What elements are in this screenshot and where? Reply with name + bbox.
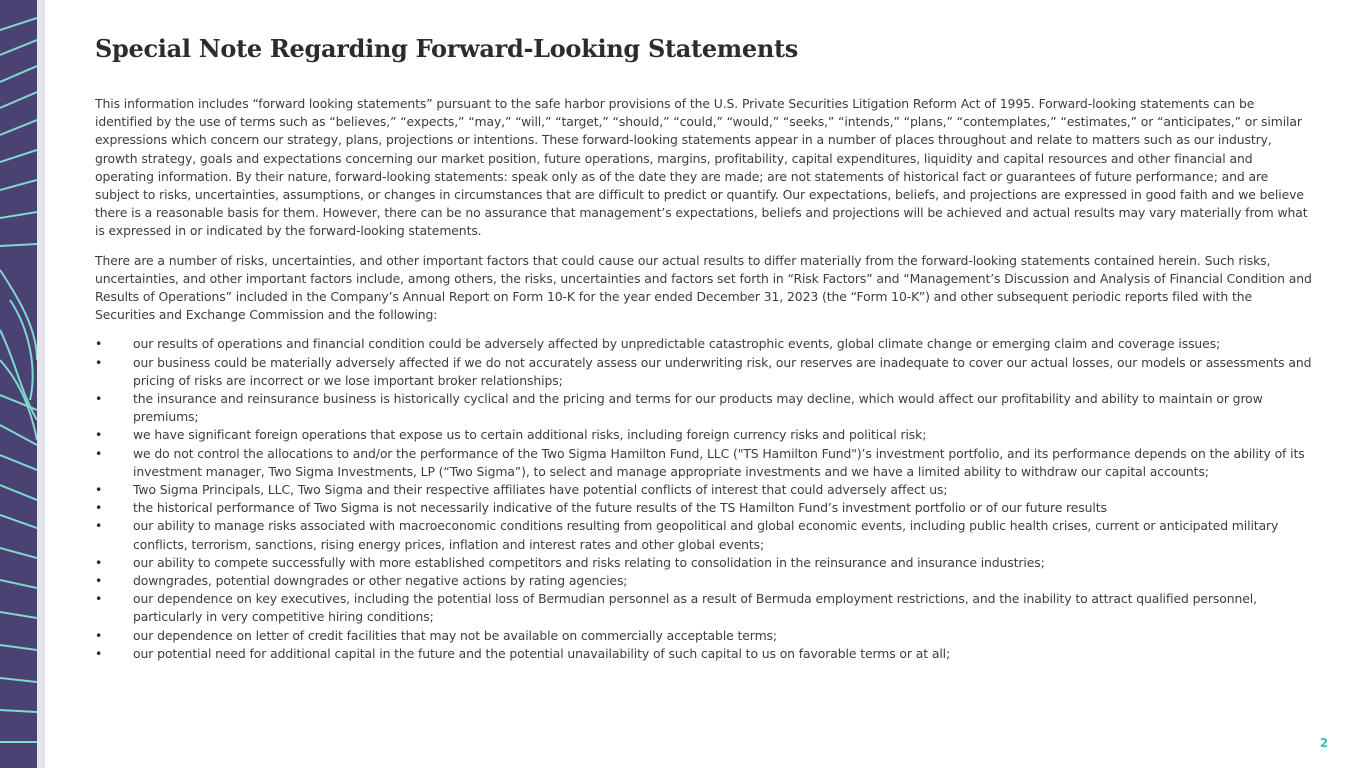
list-item: • our ability to manage risks associated with macroeconomic conditions resulting from geopolitical and global economic events, including public health crises, current or anticipated military conflicts, terrorism, sanctions, rising energy prices, inflation and interest rates and other global events; (95, 517, 1313, 553)
list-item: • our business could be materially adversely affected if we do not accurately assess our underwriting risk, our reserves are inadequate to cover our actual losses, our models or assessments and pricing of risks are incorrect or we lose important broker relationships; (95, 354, 1313, 390)
list-item: • the historical performance of Two Sigma is not necessarily indicative of the future results of the TS Hamilton Fund’s investment portfolio or of our future results (95, 499, 1313, 517)
document-body (95, 95, 1313, 663)
list-item: • we have significant foreign operations that expose us to certain additional risks, including foreign currency risks and political risk; (95, 426, 1313, 444)
page-number: 2 (1319, 736, 1329, 750)
list-item: • we do not control the allocations to and/or the performance of the Two Sigma Hamilton Fund, LLC ("TS Hamilton Fund")’s investment portfolio, and its performance depends on the ability of its investment manager, Two Sigma Investments, LP (“Two Sigma”), to select and manage appropriate investments and we have a limited ability to withdraw our capital accounts; (95, 445, 1313, 481)
list-item: • the insurance and reinsurance business is historically cyclical and the pricing and terms for our products may decline, which would affect our profitability and ability to maintain or grow premiums; (95, 390, 1313, 426)
list-item: • our dependence on letter of credit facilities that may not be available on commercially acceptable terms; (95, 627, 1313, 645)
page-title: Special Note Regarding Forward-Looking Statements (95, 34, 799, 63)
list-item: • downgrades, potential downgrades or other negative actions by rating agencies; (95, 572, 1313, 590)
paragraph-safe-harbor: This information includes “forward looking statements” pursuant to the safe harbor provisions of the U.S. Private Securities Litigation Reform Act of 1995. Forward-looking statements can be identified by the use of terms such as “believes,” “expects,” “may,” “will,” “target,” “should,” “could,” “would,” “seeks,” “intends,” “plans,” “contemplates,” “estimates,” or “anticipates,” or similar expressions which concern our strategy, plans, projections or intentions. These forward-looking statements appear in a number of places throughout and relate to matters such as our industry, growth strategy, goals and expectations concerning our market position, future operations, margins, profitability, capital expenditures, liquidity and capital resources and other financial and operating information. By their nature, forward-looking statements: speak only as of the date they are made; are not statements of historical fact or guarantees of future performance; and are subject to risks, uncertainties, assumptions, or changes in circumstances that are difficult to predict or quantify. Our expectations, beliefs, and projections are expressed in good faith and we believe there is a reasonable basis for them. However, there can be no assurance that management’s expectations, beliefs and projections will be achieved and actual results may vary materially from what is expressed in or indicated by the forward-looking statements. (95, 96, 1308, 239)
list-item: • our results of operations and financial condition could be adversely affected by unpredictable catastrophic events, global climate change or emerging claim and coverage issues; (95, 335, 1313, 353)
list-item: • Two Sigma Principals, LLC, Two Sigma and their respective affiliates have potential conflicts of interest that could adversely affect us; (95, 481, 1313, 499)
paragraph-risk-factors: There are a number of risks, uncertainties, and other important factors that could cause our actual results to differ materially from the forward-looking statements contained herein. Such risks, uncertainties, and other important factors include, among others, the risks, uncertainties and factors set forth in “Risk Factors” and “Management’s Discussion and Analysis of Financial Condition and Results of Operations” included in the Company’s Annual Report on Form 10-K for the year ended December 31, 2023 (the “Form 10-K”) and other subsequent periodic reports filed with the Securities and Exchange Commission and the following: (95, 252, 1312, 323)
side-band-line-pattern (0, 0, 37, 768)
list-item: • our ability to compete successfully with more established competitors and risks relating to consolidation in the reinsurance and insurance industries; (95, 554, 1313, 572)
decorative-side-band (0, 0, 37, 768)
list-item: • our dependence on key executives, including the potential loss of Bermudian personnel as a result of Bermuda employment restrictions, and the inability to attract qualified personnel, particularly in very competitive hiring conditions; (95, 590, 1313, 626)
list-item: • our potential need for additional capital in the future and the potential unavailability of such capital to us on favorable terms or at all; (95, 645, 1313, 663)
risk-bullet-list (95, 335, 1313, 663)
side-band-edge (37, 0, 45, 768)
